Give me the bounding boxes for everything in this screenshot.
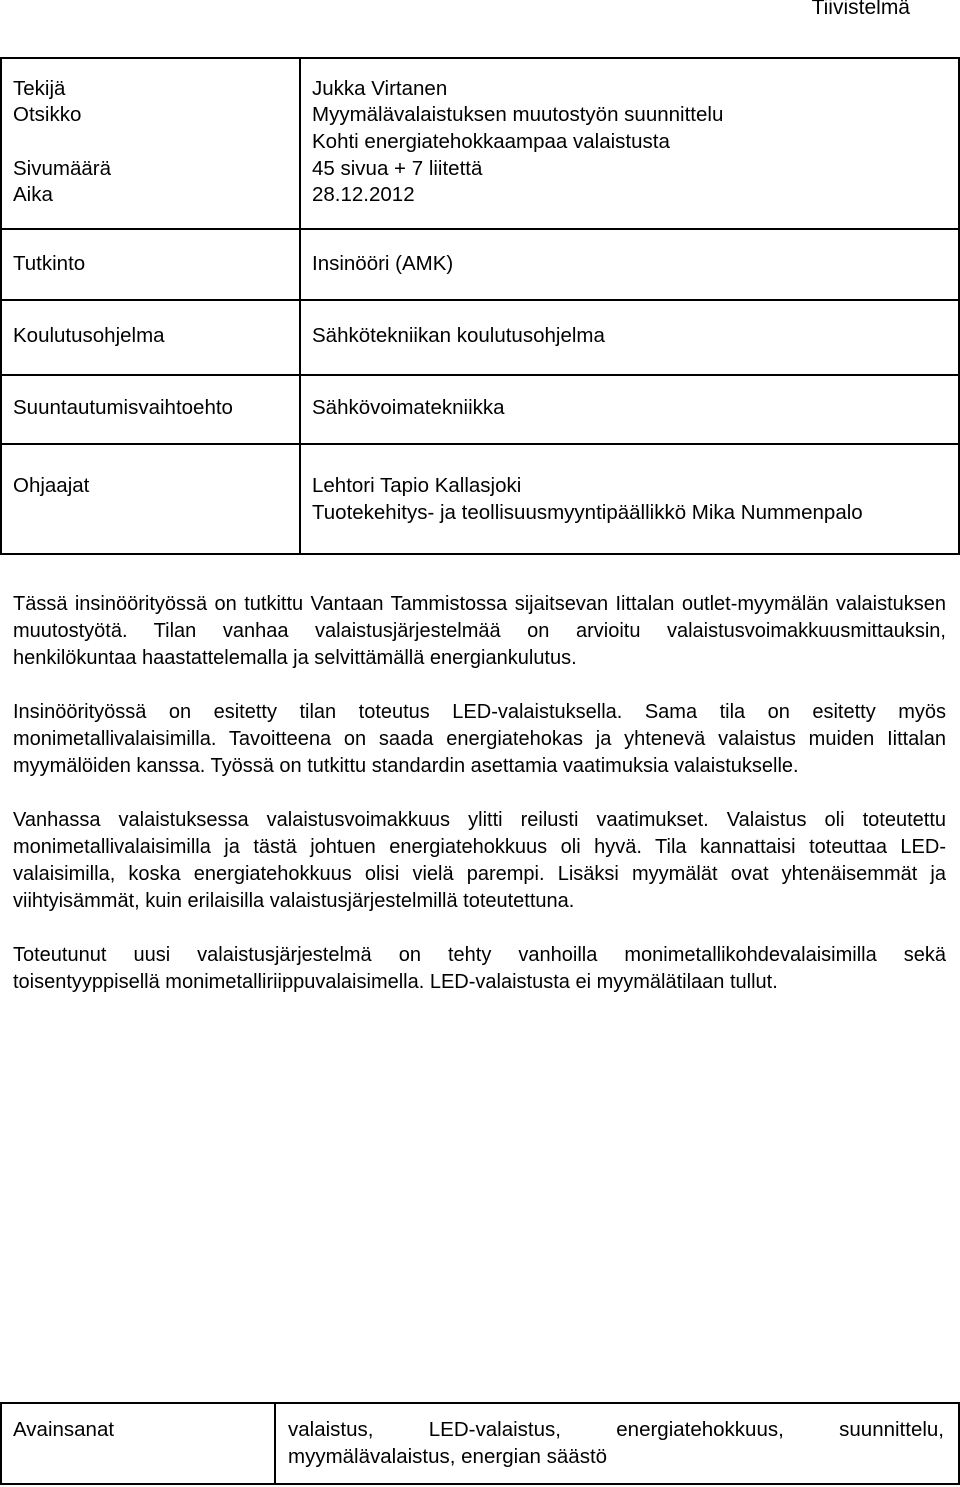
value-subtitle: Kohti energiatehokkaampaa valaistusta (312, 130, 670, 153)
label-tekija: Tekijä (13, 77, 66, 100)
row-divider (0, 228, 960, 230)
value-koulutusohjelma: Sähkötekniikan koulutusohjelma (312, 324, 605, 347)
abstract-paragraph: Vanhassa valaistuksessa valaistusvoimakkuus ylitti reilusti vaatimukset. Valaistus oli toteutettu monimetallivalaisimilla ja tästä johtuen energiatehokkuus oli hyvä. Tila kannattaisi toteuttaa LED-valaisimilla, koska energiatehokkuus olisi vielä parempi. Lisäksi myymälät ovat yhtenäisemmät ja viihtyisämmät, kuin erilaisilla valaistusjärjestelmillä toteutettuna. (13, 809, 946, 912)
value-date: 28.12.2012 (312, 183, 415, 206)
keywords-divider (274, 1402, 276, 1485)
row-divider (0, 299, 960, 301)
keywords-value: valaistus, LED-valaistus, energiatehokkuus, suunnittelu, myymälävalaistus, energian säästö (288, 1418, 944, 1468)
label-tutkinto: Tutkinto (13, 252, 86, 275)
row-divider (0, 374, 960, 376)
info-table-divider (299, 57, 301, 555)
abstract-paragraph: Insinöörityössä on esitetty tilan toteutus LED-valaistuksella. Sama tila on esitetty myös monimetallivalaisimilla. Tavoitteena on saada energiatehokas ja yhtenevä valaistus muiden Iittalan myymälöiden kanssa. Työssä on tutkittu standardin asettamia vaatimuksia valaistukselle. (13, 701, 946, 777)
label-suuntautumisvaihtoehto: Suuntautumisvaihtoehto (13, 396, 233, 419)
abstract-paragraph: Toteutunut uusi valaistusjärjestelmä on tehty vanhoilla monimetallikohdevalaisimilla sekä toisentyyppisellä monimetalliriippuvalaisimella. LED-valaistusta ei myymälätilaan tullut. (13, 944, 946, 993)
value-suuntautumisvaihtoehto: Sähkövoimatekniikka (312, 396, 505, 419)
label-otsikko: Otsikko (13, 103, 82, 126)
label-aika: Aika (13, 183, 53, 206)
keywords-label: Avainsanat (13, 1418, 115, 1441)
label-sivumaara: Sivumäärä (13, 157, 111, 180)
abstract (13, 591, 946, 1023)
value-author: Jukka Virtanen (312, 77, 448, 100)
label-ohjaajat: Ohjaajat (13, 474, 90, 497)
value-ohjaaja-1: Lehtori Tapio Kallasjoki (312, 474, 522, 497)
abstract-paragraph: Tässä insinöörityössä on tutkittu Vantaan Tammistossa sijaitsevan Iittalan outlet-myymälän valaistuksen muutostyötä. Tilan vanhaa valaistusjärjestelmää on arvioitu valaistusvoimakkuusmittauksin, henkilökuntaa haastattelemalla ja selvittämällä energiankulutus. (13, 593, 946, 669)
value-tutkinto: Insinööri (AMK) (312, 252, 454, 275)
row-divider (0, 443, 960, 445)
page-header: Tiivistelmä (811, 0, 910, 19)
value-title: Myymälävalaistuksen muutostyön suunnittelu (312, 103, 724, 126)
value-ohjaaja-2: Tuotekehitys- ja teollisuusmyyntipäällikkö Mika Nummenpalo (312, 501, 863, 524)
label-koulutusohjelma: Koulutusohjelma (13, 324, 165, 347)
value-page-count: 45 sivua + 7 liitettä (312, 157, 483, 180)
